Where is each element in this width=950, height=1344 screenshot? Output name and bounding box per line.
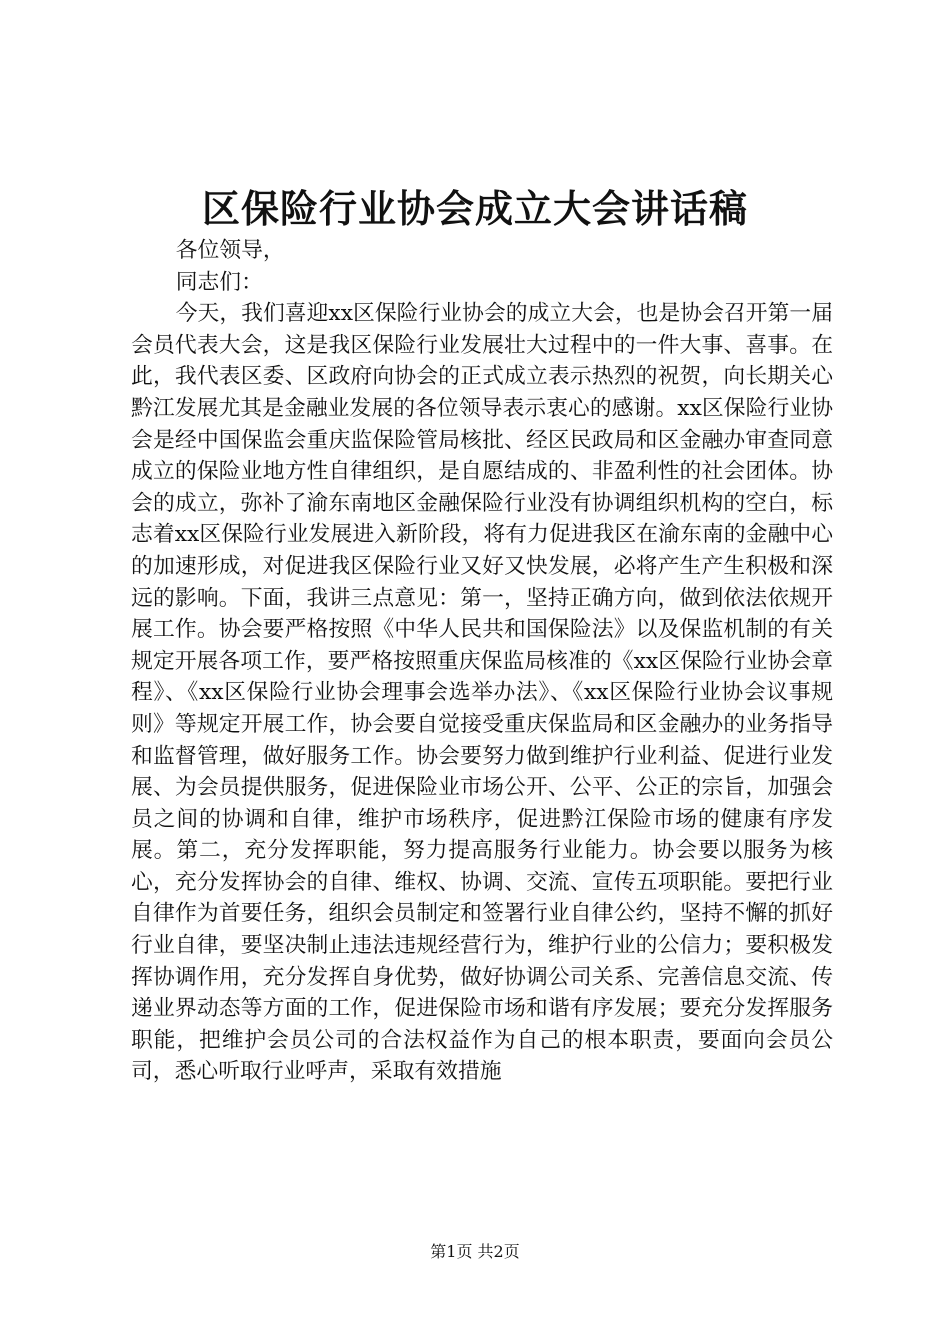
- document-title: 区保险行业协会成立大会讲话稿: [201, 186, 748, 231]
- salutation-leaders: 各位领导，: [175, 238, 285, 263]
- page-footer: 第1页 共2页: [430, 1242, 520, 1261]
- salutation-comrades: 同志们：: [175, 269, 263, 295]
- body-paragraph: 今天，我们喜迎xx区保险行业协会的成立大会，也是协会召开第一届会员代表大会，这是我区保险行业发展壮大过程中的一件大事、喜事。在此，我代表区委、区政府向协会的正式成立表示热烈的祝贺，向长期关心黔江发展尤其是金融业发展的各位领导表示衷心的感谢。xx区保险行业协会是经中国保监会重庆监保险管局核批、经区民政局和区金融办审查同意成立的保险业地方性自律组织，是自愿结成的、非盈利性的社会团体。协会的成立，弥补了渝东南地区金融保险行业没有协调组织机构的空白，标志着xx区保险行业发展进入新阶段，将有力促进我区在渝东南的金融中心的加速形成，对促进我区保险行业又好又快发展，必将产生产生积极和深远的影响。下面，我讲三点意见：第一，坚持正确方向，做到依法依规开展工作。协会要严格按照《中华人民共和国保险法》以及保监机制的有关规定开展各项工作，要严格按照重庆保监局核准的《xx区保险行业协会章程》、《xx区保险行业协会理事会选举办法》、《xx区保险行业协会议事规则》等规定开展工作，协会要自觉接受重庆保监局和区金融办的业务指导和监督管理，做好服务工作。协会要努力做到维护行业利益、促进行业发展、为会员提供服务，促进保险业市场公开、公平、公正的宗旨，加强会员之间的协调和自律，维护市场秩序，促进黔江保险市场的健康有序发展。第二，充分发挥职能，努力提高服务行业能力。协会要以服务为核心，充分发挥协会的自律、维权、协调、交流、宣传五项职能。要把行业自律作为首要任务，组织会员制定和签署行业自律公约，坚持不懈的抓好行业自律，要坚决制止违法违规经营行为，维护行业的公信力；要积极发挥协调作用，充分发挥自身优势，做好协调公司关系、完善信息交流、传递业界动态等方面的工作，促进保险市场和谐有序发展；要充分发挥服务职能，把维护会员公司的合法权益作为自己的根本职责，要面向会员公司，悉心听取行业呼声，采取有效措施: [131, 301, 833, 1085]
- document-body: [131, 235, 833, 1088]
